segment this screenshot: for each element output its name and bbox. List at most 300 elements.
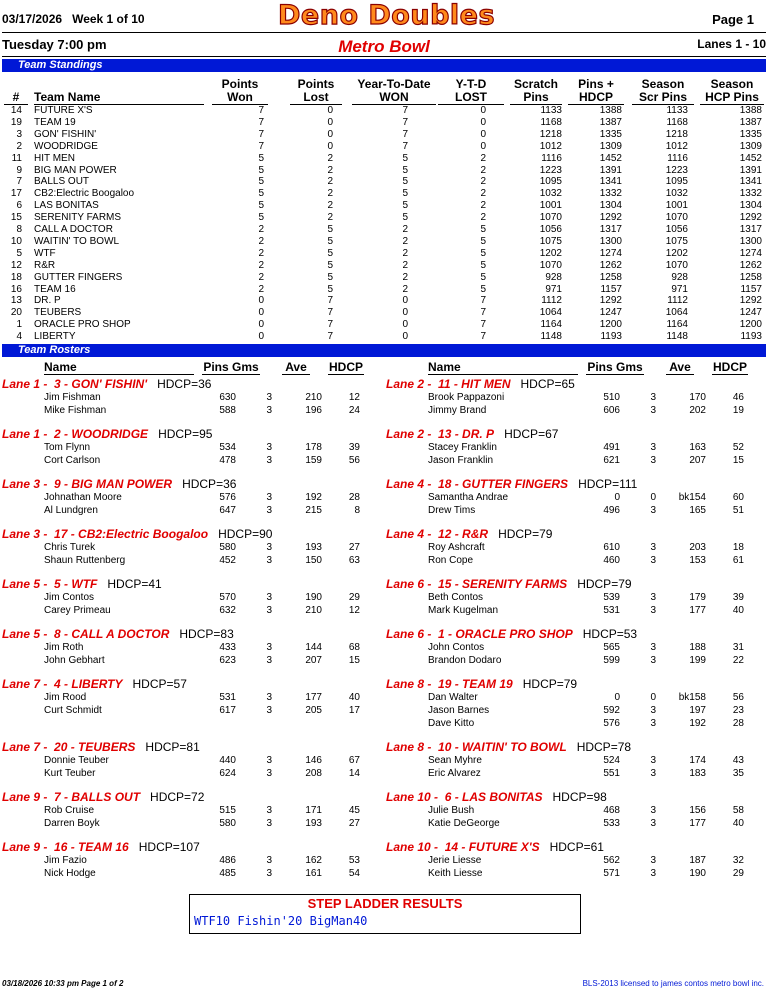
- player-pins: 623: [219, 655, 236, 666]
- lane-team-heading: [2, 427, 212, 441]
- player-average: 202: [689, 405, 706, 416]
- lane-label: Lane 10 -: [386, 840, 439, 854]
- stat-cell: 5: [402, 188, 408, 200]
- player-name: Roy Ashcraft: [428, 542, 485, 553]
- player-pins: 621: [603, 455, 620, 466]
- league-title: Deno Doubles: [278, 0, 496, 31]
- step-ladder-box: [189, 894, 581, 934]
- stat-cell: 1218: [665, 128, 688, 140]
- stat-cell: 1317: [739, 224, 762, 235]
- stat-cell: 1070: [539, 259, 562, 271]
- player-name: Jim Fishman: [44, 392, 101, 403]
- player-average: 174: [689, 755, 706, 766]
- stat-cell: 1064: [539, 307, 562, 319]
- team-label: 2 - WOODRIDGE: [54, 427, 149, 441]
- stat-cell: 2: [258, 247, 264, 259]
- player-name: Brook Pappazoni: [428, 392, 505, 403]
- player-games: 3: [266, 542, 272, 553]
- lane-team-heading: [2, 740, 200, 754]
- team-name: HIT MEN: [34, 152, 75, 164]
- player-hdcp: 56: [732, 692, 744, 703]
- lane-label: Lane 10 -: [386, 790, 439, 804]
- player-row: [0, 867, 384, 880]
- player-row: [0, 804, 384, 817]
- player-row: [384, 804, 768, 817]
- player-pins: 524: [603, 755, 620, 766]
- header-underline: [328, 374, 364, 375]
- header-underline: [202, 374, 260, 375]
- team-rosters-band: Team Rosters: [2, 344, 766, 357]
- lane-team-heading: [2, 377, 211, 391]
- stat-cell: 1300: [739, 235, 762, 247]
- player-name: Beth Contos: [428, 592, 484, 603]
- header-underline: [712, 374, 748, 375]
- stat-cell: 1332: [599, 188, 622, 200]
- player-average: 177: [689, 818, 706, 829]
- stat-cell: 7: [327, 307, 333, 319]
- player-name: Tom Flynn: [44, 442, 91, 453]
- stat-cell: 7: [480, 331, 486, 343]
- player-row: [0, 554, 384, 567]
- player-pins: 576: [219, 492, 236, 503]
- header-underline: [428, 374, 578, 375]
- standings-row: [0, 153, 768, 165]
- lane-team-heading: [386, 377, 575, 391]
- player-hdcp: 54: [348, 868, 360, 879]
- player-pins: 610: [603, 542, 620, 553]
- header-underline: [666, 374, 694, 375]
- lane-label: Lane 5 -: [2, 627, 48, 641]
- stat-cell: 5: [327, 224, 333, 235]
- team-hdcp: HDCP=98: [552, 790, 607, 804]
- player-pins: 486: [219, 855, 236, 866]
- stat-cell: 7: [258, 128, 264, 140]
- team-name: CB2:Electric Boogaloo: [34, 188, 135, 200]
- player-hdcp: 31: [732, 642, 744, 653]
- team-number: 9: [16, 164, 22, 176]
- player-average: 199: [689, 655, 706, 666]
- stat-cell: 2: [480, 212, 486, 224]
- player-games: 3: [650, 818, 656, 829]
- team-hdcp: HDCP=78: [576, 740, 632, 754]
- player-average: 183: [689, 768, 706, 779]
- player-average: 178: [305, 442, 322, 453]
- stat-cell: 1309: [599, 140, 622, 152]
- player-name: Chris Turek: [44, 542, 96, 553]
- stat-cell: 1070: [665, 259, 688, 271]
- player-games: 3: [650, 868, 656, 879]
- step-ladder-title: STEP LADDER RESULTS: [307, 896, 463, 911]
- player-average: 150: [305, 555, 322, 566]
- player-row: [0, 541, 384, 554]
- stat-cell: 1218: [539, 128, 562, 140]
- stat-cell: 1095: [665, 176, 688, 188]
- player-name: Keith Liesse: [428, 868, 483, 879]
- team-name: BIG MAN POWER: [34, 164, 117, 176]
- roster-col-name: Name: [44, 360, 77, 374]
- player-average: 163: [689, 442, 706, 453]
- stat-cell: 1032: [539, 188, 562, 200]
- standings-row: [0, 176, 768, 188]
- stat-cell: 1292: [599, 212, 622, 224]
- player-average: 170: [689, 392, 706, 403]
- player-name: Darren Boyk: [44, 818, 100, 829]
- player-games: 3: [650, 805, 656, 816]
- player-hdcp: 15: [732, 455, 744, 466]
- player-games: 3: [650, 655, 656, 666]
- lane-team-heading: [386, 677, 577, 691]
- stat-cell: 5: [402, 152, 408, 164]
- stat-cell: 1335: [739, 128, 762, 140]
- standings-row: [0, 188, 768, 200]
- col-header-line: #: [12, 90, 20, 104]
- player-average: 188: [689, 642, 706, 653]
- player-pins: 576: [603, 718, 620, 729]
- stat-cell: 2: [258, 283, 264, 295]
- player-average: 193: [305, 818, 322, 829]
- player-row: [384, 454, 768, 467]
- lane-team-heading: [2, 840, 200, 854]
- player-name: Mark Kugelman: [428, 605, 499, 616]
- player-hdcp: 23: [732, 705, 744, 716]
- stat-cell: 1070: [539, 212, 562, 224]
- stat-cell: 7: [480, 319, 486, 331]
- standings-row: [0, 248, 768, 260]
- player-row: [0, 654, 384, 667]
- player-name: Brandon Dodaro: [428, 655, 502, 666]
- standings-row: [0, 129, 768, 141]
- player-average: bk154: [678, 492, 706, 503]
- team-label: 16 - TEAM 16: [54, 840, 129, 854]
- roster-col-pins-gms: Pins Gms: [203, 360, 259, 374]
- stat-cell: 1164: [540, 319, 562, 331]
- stat-cell: 1012: [665, 140, 688, 152]
- lane-label: Lane 1 -: [2, 427, 48, 441]
- team-name: GON' FISHIN': [34, 128, 97, 140]
- player-row: [384, 391, 768, 404]
- player-games: 0: [650, 692, 656, 703]
- team-number: 4: [16, 331, 22, 343]
- player-games: 3: [650, 768, 656, 779]
- stat-cell: 1070: [665, 212, 688, 224]
- player-games: 3: [266, 768, 272, 779]
- player-hdcp: 14: [348, 768, 360, 779]
- player-hdcp: 40: [348, 692, 360, 703]
- stat-cell: 2: [402, 259, 408, 271]
- stat-cell: 1387: [599, 116, 622, 128]
- player-pins: 531: [219, 692, 236, 703]
- standings-row: [0, 200, 768, 212]
- player-name: Drew Tims: [428, 505, 476, 516]
- roster-col-ave: Ave: [285, 360, 307, 374]
- team-name: DR. P: [34, 295, 61, 307]
- lane-label: Lane 8 -: [386, 677, 432, 691]
- stat-cell: 0: [258, 331, 264, 343]
- team-number: 1: [16, 319, 22, 331]
- col-header-num: [4, 78, 28, 104]
- player-pins: 468: [603, 805, 620, 816]
- player-average: 187: [689, 855, 706, 866]
- stat-cell: 2: [402, 283, 408, 295]
- player-name: Shaun Ruttenberg: [44, 555, 126, 566]
- player-row: [384, 717, 768, 730]
- team-label: 4 - LIBERTY: [54, 677, 123, 691]
- player-average: 190: [689, 868, 706, 879]
- lane-label: Lane 7 -: [2, 677, 48, 691]
- player-pins: 580: [219, 542, 236, 553]
- standings-row: [0, 117, 768, 129]
- player-pins: 632: [219, 605, 236, 616]
- team-label: 20 - TEUBERS: [54, 740, 136, 754]
- player-hdcp: 67: [348, 755, 360, 766]
- col-header-line: Won: [227, 90, 253, 104]
- player-average: 210: [305, 605, 322, 616]
- stat-cell: 1304: [739, 200, 762, 212]
- standings-row: [0, 319, 768, 331]
- col-header-line: Scratch: [513, 77, 559, 91]
- stat-cell: 2: [327, 212, 333, 224]
- header-underline: [44, 374, 194, 375]
- player-games: 3: [266, 755, 272, 766]
- col-header-line: Season: [641, 77, 685, 91]
- stat-cell: 1001: [539, 200, 562, 212]
- team-name: BALLS OUT: [34, 176, 90, 188]
- player-pins: 510: [603, 392, 620, 403]
- team-number: 3: [16, 128, 22, 140]
- stat-cell: 5: [402, 200, 408, 212]
- player-average: 159: [305, 455, 322, 466]
- player-games: 3: [266, 592, 272, 603]
- standings-row: [0, 331, 768, 343]
- player-pins: 539: [603, 592, 620, 603]
- stat-cell: 1001: [665, 200, 688, 212]
- player-games: 3: [266, 455, 272, 466]
- stat-cell: 2: [480, 200, 486, 212]
- stat-cell: 1274: [599, 247, 622, 259]
- stat-cell: 1193: [600, 331, 622, 343]
- player-games: 3: [266, 442, 272, 453]
- player-games: 3: [266, 492, 272, 503]
- stat-cell: 0: [258, 319, 264, 331]
- stat-cell: 7: [480, 307, 486, 319]
- day-time: Tuesday 7:00 pm: [2, 37, 107, 52]
- player-pins: 533: [603, 818, 620, 829]
- stat-cell: 1148: [540, 331, 562, 343]
- col-header-pins-hdcp: [568, 78, 624, 104]
- stat-cell: 1157: [740, 283, 762, 295]
- stat-cell: 1200: [739, 319, 762, 331]
- stat-cell: 0: [402, 295, 408, 307]
- team-number: 6: [16, 200, 22, 212]
- stat-cell: 5: [258, 200, 264, 212]
- player-hdcp: 63: [348, 555, 360, 566]
- stat-cell: 1148: [666, 331, 688, 343]
- col-header-scratch: [510, 78, 562, 104]
- team-label: 9 - BIG MAN POWER: [54, 477, 173, 491]
- team-name: ORACLE PRO SHOP: [34, 319, 131, 331]
- stat-cell: 1112: [541, 295, 562, 307]
- stat-cell: 2: [258, 224, 264, 235]
- stat-cell: 1133: [666, 105, 688, 116]
- player-hdcp: 40: [732, 818, 744, 829]
- player-row: [0, 767, 384, 780]
- player-row: [384, 867, 768, 880]
- lane-label: Lane 3 -: [2, 527, 48, 541]
- standings-row: [0, 224, 768, 236]
- stat-cell: 5: [480, 271, 486, 283]
- lane-label: Lane 3 -: [2, 477, 48, 491]
- player-hdcp: 60: [732, 492, 744, 503]
- lane-team-heading: [2, 677, 187, 691]
- col-header-line: Scr Pins: [638, 90, 688, 104]
- player-hdcp: 56: [348, 455, 360, 466]
- team-standings-band: Team Standings: [2, 59, 766, 72]
- stat-cell: 1247: [739, 307, 762, 319]
- stat-cell: 1202: [539, 247, 562, 259]
- stat-cell: 1202: [665, 247, 688, 259]
- player-games: 3: [266, 692, 272, 703]
- player-row: [0, 591, 384, 604]
- player-pins: 491: [603, 442, 620, 453]
- player-games: 3: [266, 655, 272, 666]
- player-row: [384, 404, 768, 417]
- lane-label: Lane 4 -: [386, 527, 432, 541]
- col-header-line: Pins: [523, 90, 549, 104]
- player-hdcp: 46: [732, 392, 744, 403]
- stat-cell: 0: [402, 307, 408, 319]
- player-pins: 433: [219, 642, 236, 653]
- player-row: [0, 754, 384, 767]
- stat-cell: 1168: [666, 116, 688, 128]
- player-hdcp: 12: [348, 605, 360, 616]
- stat-cell: 1012: [539, 140, 562, 152]
- stat-cell: 2: [480, 152, 486, 164]
- player-average: 179: [689, 592, 706, 603]
- roster-col-name: Name: [428, 360, 461, 374]
- player-name: Julie Bush: [428, 805, 475, 816]
- player-pins: 0: [614, 692, 620, 703]
- stat-cell: 7: [402, 116, 408, 128]
- team-hdcp: HDCP=95: [158, 427, 213, 441]
- player-pins: 606: [603, 405, 620, 416]
- player-hdcp: 8: [354, 505, 360, 516]
- stat-cell: 5: [327, 283, 333, 295]
- lane-team-heading: [386, 627, 637, 641]
- col-header-line: Points: [221, 77, 259, 91]
- player-pins: 562: [603, 855, 620, 866]
- col-header-ytd-lost: [438, 78, 504, 104]
- team-hdcp: HDCP=83: [179, 627, 234, 641]
- player-hdcp: 51: [732, 505, 744, 516]
- stat-cell: 2: [402, 247, 408, 259]
- player-games: 3: [650, 642, 656, 653]
- team-hdcp: HDCP=79: [498, 527, 553, 541]
- team-label: 13 - DR. P: [438, 427, 495, 441]
- lane-team-heading: [386, 740, 631, 754]
- team-label: 8 - CALL A DOCTOR: [54, 627, 170, 641]
- player-hdcp: 40: [732, 605, 744, 616]
- stat-cell: 5: [402, 164, 408, 176]
- lane-label: Lane 4 -: [386, 477, 432, 491]
- team-label: 11 - HIT MEN: [438, 377, 511, 391]
- player-row: [384, 854, 768, 867]
- player-row: [384, 641, 768, 654]
- stat-cell: 1317: [599, 224, 622, 235]
- team-label: 6 - LAS BONITAS: [444, 790, 543, 804]
- team-number: 10: [10, 235, 22, 247]
- stat-cell: 0: [402, 319, 408, 331]
- player-hdcp: 61: [732, 555, 744, 566]
- player-games: 3: [650, 505, 656, 516]
- player-row: [384, 767, 768, 780]
- player-average: 153: [689, 555, 706, 566]
- player-average: 192: [305, 492, 322, 503]
- stat-cell: 1274: [739, 247, 762, 259]
- player-row: [0, 391, 384, 404]
- player-average: 193: [305, 542, 322, 553]
- lane-team-heading: [386, 427, 558, 441]
- player-row: [384, 441, 768, 454]
- lane-team-heading: [2, 627, 234, 641]
- team-label: 15 - SERENITY FARMS: [438, 577, 568, 591]
- stat-cell: 5: [327, 271, 333, 283]
- col-header-season-scr: [632, 78, 694, 104]
- player-hdcp: 29: [348, 592, 360, 603]
- standings-row: [0, 295, 768, 307]
- col-header-ytd-won: [352, 78, 436, 104]
- stat-cell: 1341: [739, 176, 762, 188]
- player-pins: 647: [219, 505, 236, 516]
- stat-cell: 1387: [739, 116, 762, 128]
- player-pins: 485: [219, 868, 236, 879]
- stat-cell: 1223: [665, 164, 688, 176]
- player-hdcp: 19: [732, 405, 744, 416]
- stat-cell: 1056: [665, 224, 688, 235]
- col-header-line: Year-To-Date: [357, 77, 431, 91]
- player-name: John Gebhart: [44, 655, 105, 666]
- stat-cell: 1157: [600, 283, 622, 295]
- lane-team-heading: [386, 577, 632, 591]
- col-header-line: LOST: [455, 90, 487, 104]
- player-average: 196: [305, 405, 322, 416]
- stat-cell: 7: [480, 295, 486, 307]
- week-label: Week 1 of 10: [72, 12, 145, 26]
- player-average: 161: [305, 868, 322, 879]
- team-number: 12: [10, 259, 22, 271]
- stat-cell: 1452: [739, 152, 762, 164]
- stat-cell: 5: [258, 212, 264, 224]
- player-average: 177: [689, 605, 706, 616]
- col-header-line: WON: [379, 90, 409, 104]
- stat-cell: 1262: [739, 259, 762, 271]
- player-hdcp: 22: [732, 655, 744, 666]
- player-row: [0, 504, 384, 517]
- lane-label: Lane 2 -: [386, 377, 432, 391]
- player-name: Cort Carlson: [44, 455, 101, 466]
- header-underline: [586, 374, 644, 375]
- player-average: 162: [305, 855, 322, 866]
- team-hdcp: HDCP=72: [150, 790, 205, 804]
- team-label: 7 - BALLS OUT: [54, 790, 141, 804]
- stat-cell: 5: [258, 176, 264, 188]
- stat-cell: 1335: [599, 128, 622, 140]
- stat-cell: 1075: [539, 235, 562, 247]
- player-name: Jason Franklin: [428, 455, 494, 466]
- player-pins: 534: [219, 442, 236, 453]
- player-row: [0, 491, 384, 504]
- player-row: [0, 404, 384, 417]
- team-name: TEUBERS: [34, 307, 82, 319]
